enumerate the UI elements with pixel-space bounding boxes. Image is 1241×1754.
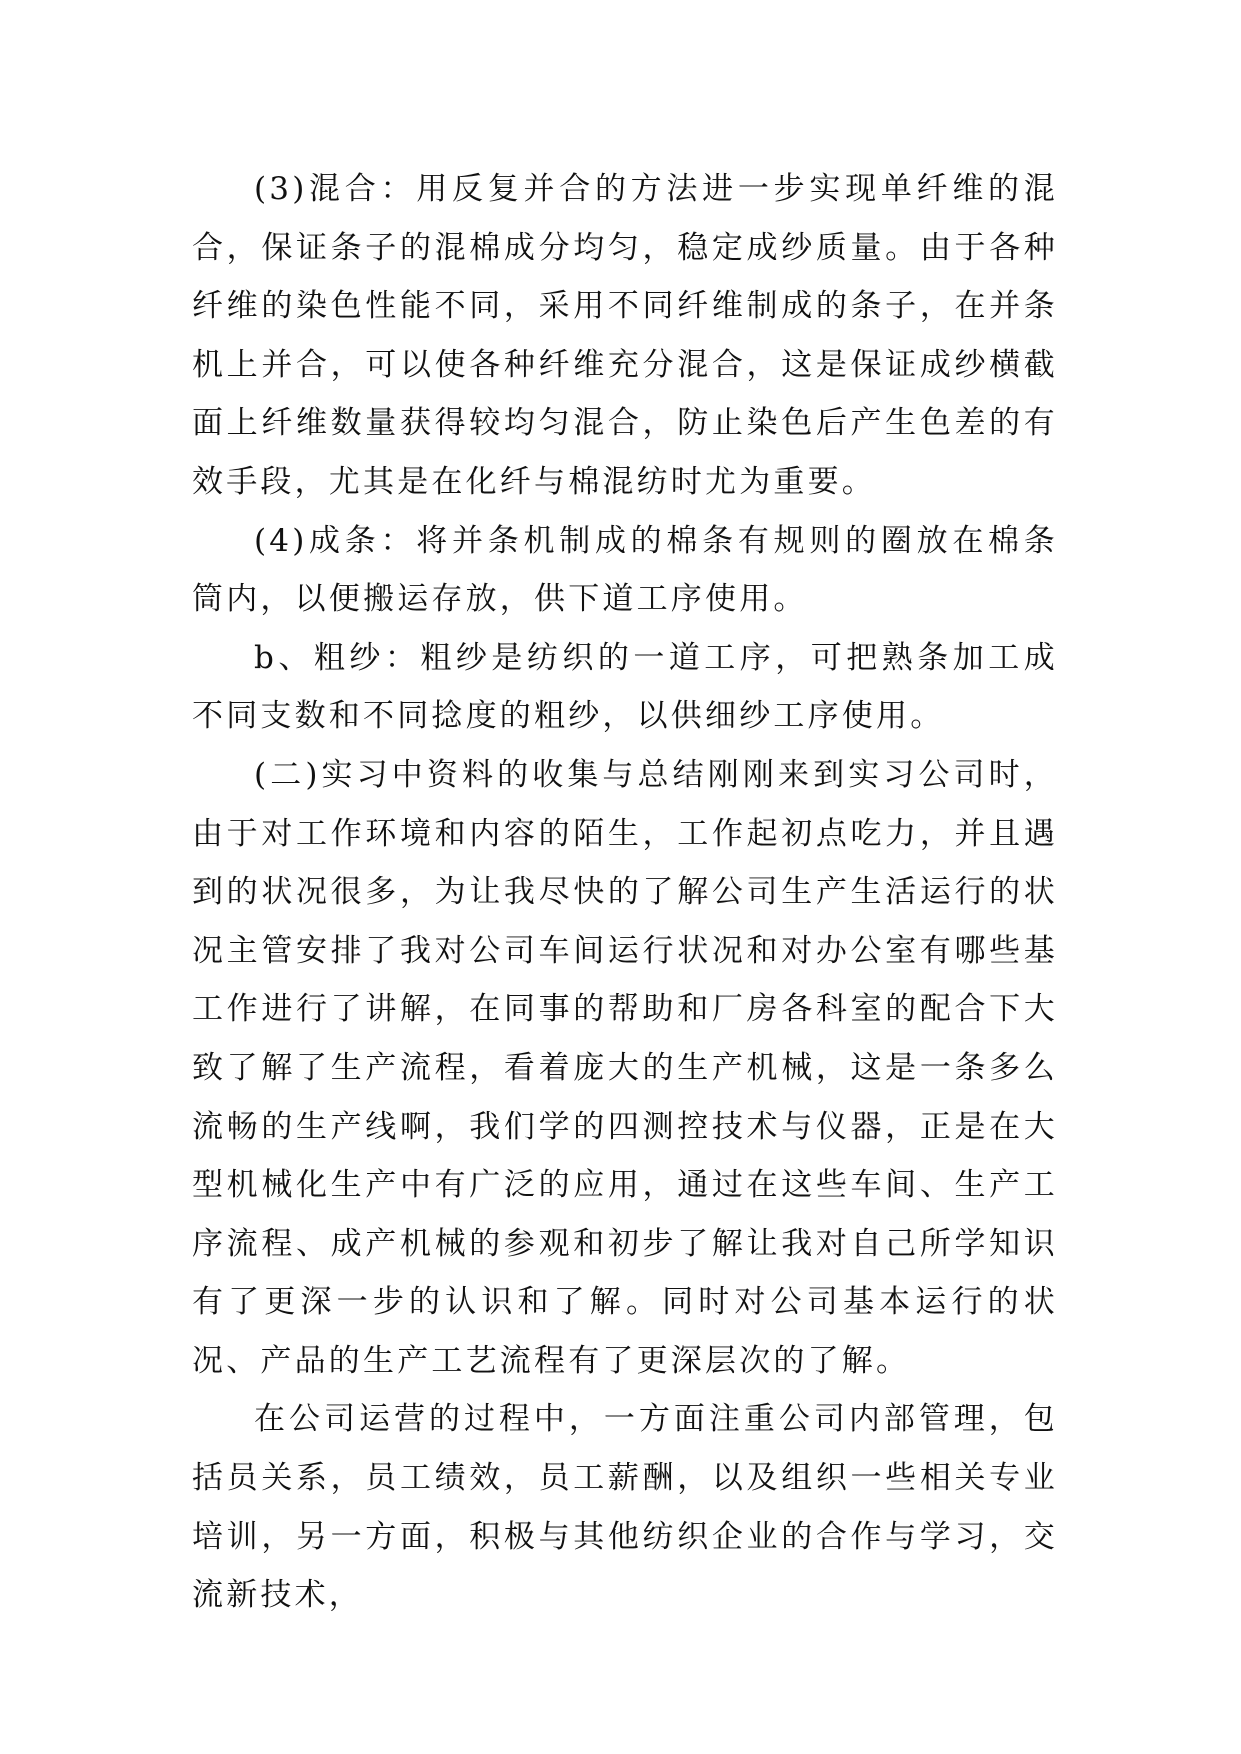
paragraph-data-collection: (二)实习中资料的收集与总结刚刚来到实习公司时，由于对工作环境和内容的陌生，工作起初点吃力，并且遇到的状况很多，为让我尽快的了解公司生产生活运行的状况主管安排了我对公司车间运行状况和对办公室有哪些基工作进行了讲解，在同事的帮助和厂房各科室的配合下大致了解了生产流程，看着庞大的生产机械，这是一条多么流畅的生产线啊，我们学的四测控技术与仪器，正是在大型机械化生产中有广泛的应用，通过在这些车间、生产工序流程、成产机械的参观和初步了解让我对自己所学知识有了更深一步的认识和了解。同时对公司基本运行的状况、产品的生产工艺流程有了更深层次的了解。: [192, 756, 1058, 1379]
body-text: [192, 160, 1058, 1625]
paragraph-sliver-forming: (4)成条：将并条机制成的棉条有规则的圈放在棉条筒内，以便搬运存放，供下道工序使用。: [192, 522, 1058, 618]
paragraph-company-operation: 在公司运营的过程中，一方面注重公司内部管理，包括员关系，员工绩效，员工薪酬，以及组织一些相关专业培训，另一方面，积极与其他纺织企业的合作与学习，交流新技术，: [192, 1401, 1058, 1614]
paragraph-roving: b、粗纱：粗纱是纺织的一道工序，可把熟条加工成不同支数和不同捻度的粗纱，以供细纱工序使用。: [192, 639, 1058, 735]
paragraph-mixing: (3)混合：用反复并合的方法进一步实现单纤维的混合，保证条子的混棉成分均匀，稳定成纱质量。由于各种纤维的染色性能不同，采用不同纤维制成的条子，在并条机上并合，可以使各种纤维充分混合，这是保证成纱横截面上纤维数量获得较均匀混合，防止染色后产生色差的有效手段，尤其是在化纤与棉混纺时尤为重要。: [192, 171, 1058, 500]
